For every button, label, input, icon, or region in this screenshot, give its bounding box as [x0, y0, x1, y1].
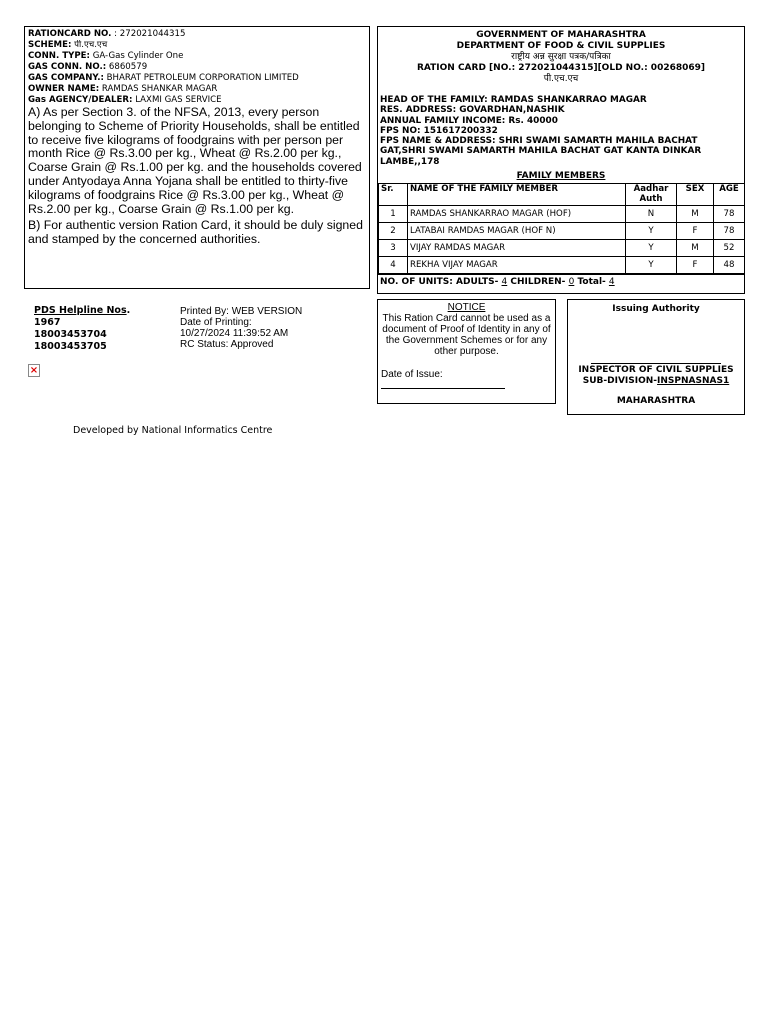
- helpline-title: PDS Helpline Nos: [34, 305, 127, 316]
- detail-label: OWNER NAME:: [28, 84, 100, 94]
- member-name: LATABAI RAMDAS MAGAR (HOF N): [408, 223, 626, 240]
- family-members-table: [378, 183, 745, 274]
- sub-division: SUB-DIVISION-INSPNASNAS1: [582, 376, 730, 386]
- detail-row: [28, 51, 366, 62]
- card-header: [378, 27, 744, 85]
- member-age: 78: [714, 206, 745, 223]
- signature-line: [591, 363, 721, 364]
- scheme-hindi: पी.एच.एच: [543, 74, 579, 84]
- nfsa-entitlement-text: A) As per Section 3. of the NFSA, 2013, every person belonging to Scheme of Priority Households, shall be entitled to receive five kilograms of foodgrains with per person per month Rice @ Rs.3.00 per kg., Wheat @ Rs.2.00 per kg., Coarse Grain @ Rs.1.00 per kg. and the households covered under Antyodaya Anna Yojana shall be entitled to thirty-five kilograms of foodgrains Rice @ Rs.3.00 per kg., Wheat @ Rs.2.00 per kg., Coarse Grain @ Rs.1.00 per kg.: [28, 105, 362, 216]
- detail-value: पी.एच.एच: [74, 40, 108, 50]
- col-name: NAME OF THE FAMILY MEMBER: [408, 184, 626, 206]
- notice-title: NOTICE: [447, 302, 486, 313]
- detail-row: [28, 84, 366, 95]
- head-of-family: HEAD OF THE FAMILY: RAMDAS SHANKARRAO MAGAR: [380, 95, 647, 105]
- table-row: [379, 206, 745, 223]
- state-name: MAHARASHTRA: [616, 396, 696, 406]
- adults-count: 4: [501, 277, 508, 288]
- gas-connection-box: [24, 26, 370, 289]
- date-of-printing-label: Date of Printing:: [180, 317, 252, 328]
- table-row: [379, 223, 745, 240]
- member-sr: 4: [379, 257, 408, 274]
- annual-income: ANNUAL FAMILY INCOME: Rs. 40000: [380, 115, 558, 126]
- department-title: DEPARTMENT OF FOOD & CIVIL SUPPLIES: [456, 41, 666, 51]
- inspector-title: INSPECTOR OF CIVIL SUPPLIES: [578, 365, 734, 375]
- member-sr: 3: [379, 240, 408, 257]
- detail-row: [28, 62, 366, 73]
- table-row: [379, 257, 745, 274]
- col-age: AGE: [714, 184, 745, 206]
- member-aadhar: Y: [626, 257, 677, 274]
- detail-label: CONN. TYPE:: [28, 51, 90, 61]
- detail-label: GAS CONN. NO.:: [28, 62, 107, 72]
- date-of-issue-line: [381, 388, 505, 389]
- member-age: 48: [714, 257, 745, 274]
- ration-card-box: [377, 26, 745, 294]
- units-summary: NO. OF UNITS: ADULTS- 4 CHILDREN- 0 Total- 4: [378, 274, 744, 289]
- col-sr: Sr.: [379, 184, 408, 206]
- broken-image-icon: ×: [29, 365, 39, 376]
- ration-card-number: RATION CARD [NO.: 272021044315][OLD NO.: 00268069]: [416, 63, 706, 73]
- government-title: GOVERNMENT OF MAHARASHTRA: [476, 30, 646, 40]
- detail-value: LAXMI GAS SERVICE: [135, 95, 222, 105]
- member-sr: 1: [379, 206, 408, 223]
- hindi-title: राष्ट्रीय अन्न सुरक्षा पत्रक/पत्रिका: [511, 52, 611, 62]
- printed-by: Printed By: WEB VERSION: [180, 306, 303, 317]
- detail-row: [28, 73, 366, 84]
- date-of-issue-label: Date of Issue:: [381, 369, 443, 380]
- table-header-row: [379, 184, 745, 206]
- family-info: [378, 91, 744, 167]
- res-address: RES. ADDRESS: GOVARDHAN,NASHIK: [380, 105, 565, 116]
- pds-helpline: PDS Helpline Nos. 1967 18003453704 18003453705: [34, 305, 131, 352]
- col-aadhar: Aadhar Auth: [626, 184, 677, 206]
- member-sr: 2: [379, 223, 408, 240]
- fps-number: FPS NO: 151617200332: [380, 125, 498, 136]
- detail-label: GAS COMPANY.:: [28, 73, 104, 83]
- fps-name-address: FPS NAME & ADDRESS: SHRI SWAMI SAMARTH MAHILA BACHAT GAT,SHRI SWAMI SAMARTH MAHILA BACHAT GAT KANTA DINKAR LAMBE,,178: [380, 136, 702, 167]
- member-sex: F: [677, 223, 714, 240]
- member-age: 78: [714, 223, 745, 240]
- table-row: [379, 240, 745, 257]
- member-sex: M: [677, 240, 714, 257]
- detail-value: GA-Gas Cylinder One: [92, 51, 184, 61]
- detail-row: [28, 40, 366, 51]
- member-name: RAMDAS SHANKARRAO MAGAR (HOF): [408, 206, 626, 223]
- detail-value: : 272021044315: [114, 29, 186, 39]
- helpline-number: 1967: [34, 317, 61, 328]
- member-name: VIJAY RAMDAS MAGAR: [408, 240, 626, 257]
- member-aadhar: Y: [626, 223, 677, 240]
- member-name: REKHA VIJAY MAGAR: [408, 257, 626, 274]
- notice-box: [377, 299, 556, 404]
- member-age: 52: [714, 240, 745, 257]
- detail-row: [28, 29, 366, 40]
- detail-label: Gas AGENCY/DEALER:: [28, 95, 133, 105]
- detail-value: RAMDAS SHANKAR MAGAR: [101, 84, 218, 94]
- children-count: 0: [568, 277, 575, 288]
- developed-by: Developed by National Informatics Centre: [73, 425, 273, 436]
- notice-text: This Ration Card cannot be used as a document of Proof of Identity in any of the Government Schemes or for any other purpose.: [382, 313, 551, 357]
- member-sex: M: [677, 206, 714, 223]
- rc-status: RC Status: Approved: [180, 339, 274, 350]
- issuing-authority-title: Issuing Authority: [612, 304, 700, 314]
- helpline-number: 18003453704: [34, 329, 107, 340]
- detail-label: SCHEME:: [28, 40, 72, 50]
- total-count: 4: [608, 277, 615, 288]
- helpline-number: 18003453705: [34, 341, 107, 352]
- member-aadhar: N: [626, 206, 677, 223]
- date-of-printing: 10/27/2024 11:39:52 AM: [180, 328, 289, 339]
- col-sex: SEX: [677, 184, 714, 206]
- detail-value: 6860579: [108, 62, 148, 72]
- member-sex: F: [677, 257, 714, 274]
- member-aadhar: Y: [626, 240, 677, 257]
- gas-details: [28, 29, 366, 106]
- issuing-authority-box: [567, 299, 745, 415]
- family-members-title: FAMILY MEMBERS: [516, 171, 606, 182]
- detail-value: BHARAT PETROLEUM CORPORATION LIMITED: [106, 73, 299, 83]
- authenticity-text: B) For authentic version Ration Card, it should be duly signed and stamped by the concerned authorities.: [28, 218, 363, 247]
- detail-label: RATIONCARD NO.: [28, 29, 112, 39]
- print-info: [180, 306, 302, 350]
